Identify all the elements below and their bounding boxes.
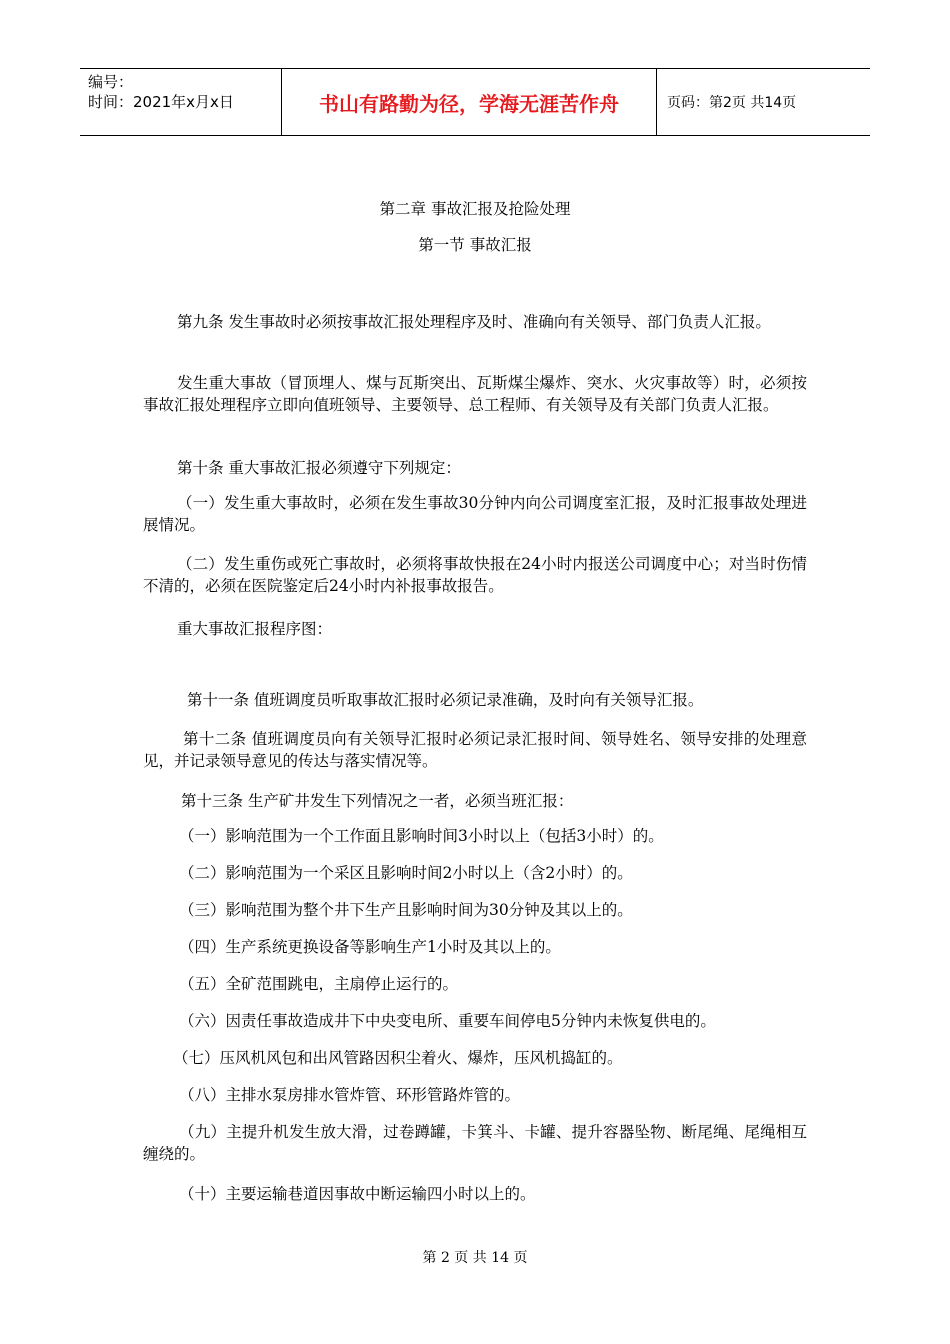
header-page-cell [657, 69, 870, 135]
header-motto-cell [282, 69, 657, 135]
article-10-item-1: （一）发生重大事故时，必须在发生事故30分钟内向公司调度室汇报，及时汇报事故处理进展情况。 [143, 494, 807, 534]
article-13: 第十三条 生产矿井发生下列情况之一者，必须当班汇报： [181, 792, 574, 810]
document-date-label: 时间：2021年x月x日 [88, 93, 234, 111]
article-13-item-9: （九）主提升机发生放大滑，过卷蹲罐，卡箕斗、卡罐、提升容器坠物、断尾绳、尾绳相互缠绕的。 [143, 1123, 807, 1163]
section-title: 第一节 事故汇报 [418, 236, 532, 254]
motto-text: 书山有路勤为径，学海无涯苦作舟 [319, 91, 619, 116]
article-11: 第十一条 值班调度员听取事故汇报时必须记录准确，及时向有关领导汇报。 [187, 691, 704, 709]
article-9-detail: 发生重大事故（冒顶埋人、煤与瓦斯突出、瓦斯煤尘爆炸、突水、火灾事故等）时，必须按事故汇报处理程序立即向值班领导、主要领导、总工程师、有关领导及有关部门负责人汇报。 [143, 374, 807, 414]
document-number-label: 编号： [88, 73, 134, 91]
article-13-item-2: （二）影响范围为一个采区且影响时间2小时以上（含2小时）的。 [179, 864, 633, 882]
article-10: 第十条 重大事故汇报必须遵守下列规定： [177, 459, 461, 477]
article-13-item-6: （六）因责任事故造成井下中央变电所、重要车间停电5分钟内未恢复供电的。 [179, 1012, 716, 1030]
article-13-item-10: （十）主要运输巷道因事故中断运输四小时以上的。 [179, 1185, 536, 1203]
article-9: 第九条 发生事故时必须按事故汇报处理程序及时、准确向有关领导、部门负责人汇报。 [177, 313, 771, 331]
article-13-item-8: （八）主排水泵房排水管炸管、环形管路炸管的。 [179, 1086, 521, 1104]
chapter-title: 第二章 事故汇报及抢险处理 [379, 200, 571, 218]
procedure-diagram-label: 重大事故汇报程序图： [177, 620, 333, 638]
article-13-item-5: （五）全矿范围跳电，主扇停止运行的。 [179, 975, 459, 993]
page-footer: 第 2 页 共 14 页 [422, 1250, 528, 1266]
article-13-item-4: （四）生产系统更换设备等影响生产1小时及其以上的。 [179, 938, 561, 956]
article-13-item-3: （三）影响范围为整个井下生产且影响时间为30分钟及其以上的。 [179, 901, 633, 919]
article-10-item-2: （二）发生重伤或死亡事故时，必须将事故快报在24小时内报送公司调度中心；对当时伤情不清的，必须在医院鉴定后24小时内补报事故报告。 [143, 555, 807, 595]
article-13-item-1: （一）影响范围为一个工作面且影响时间3小时以上（包括3小时）的。 [179, 827, 664, 845]
page-number-label: 页码：第2页 共14页 [667, 95, 797, 111]
article-13-item-7: （七）压风机风包和出风管路因积尘着火、爆炸，压风机捣缸的。 [173, 1049, 623, 1067]
article-12: 第十二条 值班调度员向有关领导汇报时必须记录汇报时间、领导姓名、领导安排的处理意见，并记录领导意见的传达与落实情况等。 [143, 730, 807, 770]
header-info-cell [80, 69, 282, 135]
header-table [80, 68, 870, 136]
